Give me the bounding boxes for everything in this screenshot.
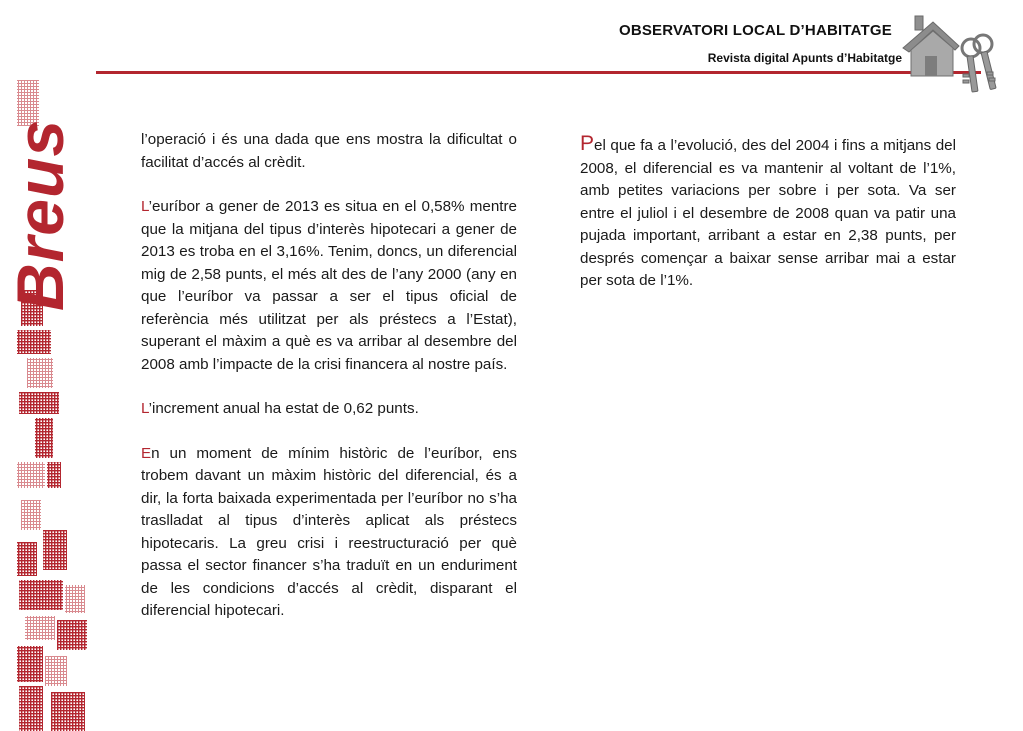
right-text-column	[580, 133, 956, 315]
header-divider	[96, 71, 981, 74]
left-text-column	[141, 129, 517, 645]
header-subtitle: Revista digital Apunts d’Habitatge	[707, 51, 902, 65]
section-brand-label: Breus	[3, 118, 77, 312]
drop-letter: L	[141, 400, 149, 417]
drop-letter: E	[141, 444, 152, 462]
paragraph-credit-access: l’operació i és una dada que ens mostra la dificultat o facilitat d’accés al crèdit.	[141, 131, 517, 171]
paragraph-evolution: Pel que fa a l’evolució, des del 2004 i fins a mitjans del 2008, el diferencial es va mantenir al voltant de l’1%, amb petites variacions per sobre i per sota. Va ser entre el juliol i el desembre de 2008 quan va patir una pujada important, arribant a estar en 2,38 punts, per després començar a baixar sense arribar mai a estar per sota de l’1%.	[580, 132, 956, 289]
paragraph-historic-minimum: En un moment de mínim històric de l’euríbor, ens trobem davant un màxim històric del diferencial, és a dir, la forta baixada experimentada per l’euríbor no s’ha traslladat al tipus d’interès aplicat als préstecs hipotecaris. La greu crisi i reestructuració per què passa el sector financer s’ha traduït en un enduriment de les condicions d’accés al crèdit, disparant el diferencial hipotecari.	[141, 444, 517, 619]
paragraph-euribor: L’euríbor a gener de 2013 es situa en el 0,58% mentre que la mitjana del tipus d’interès hipotecari a gener de 2013 es troba en el 3,16%. Tenim, doncs, un diferencial mig de 2,58 punts, el més alt des de l’any 2000 (any en que l’euríbor va passar a ser el tipus oficial de referència més utilitzat per als préstecs a l’Estat), superant el màxim a què es va arribar al desembre del 2008 amb l’impacte de la crisi financera al nostre país.	[141, 198, 517, 373]
drop-letter: P	[580, 132, 595, 155]
house-with-keys-icon	[893, 10, 1003, 100]
header-title: OBSERVATORI LOCAL D’HABITATGE	[618, 22, 892, 39]
drop-letter: L	[141, 198, 149, 215]
paragraph-annual-increase: L’increment anual ha estat de 0,62 punts.	[141, 400, 419, 417]
